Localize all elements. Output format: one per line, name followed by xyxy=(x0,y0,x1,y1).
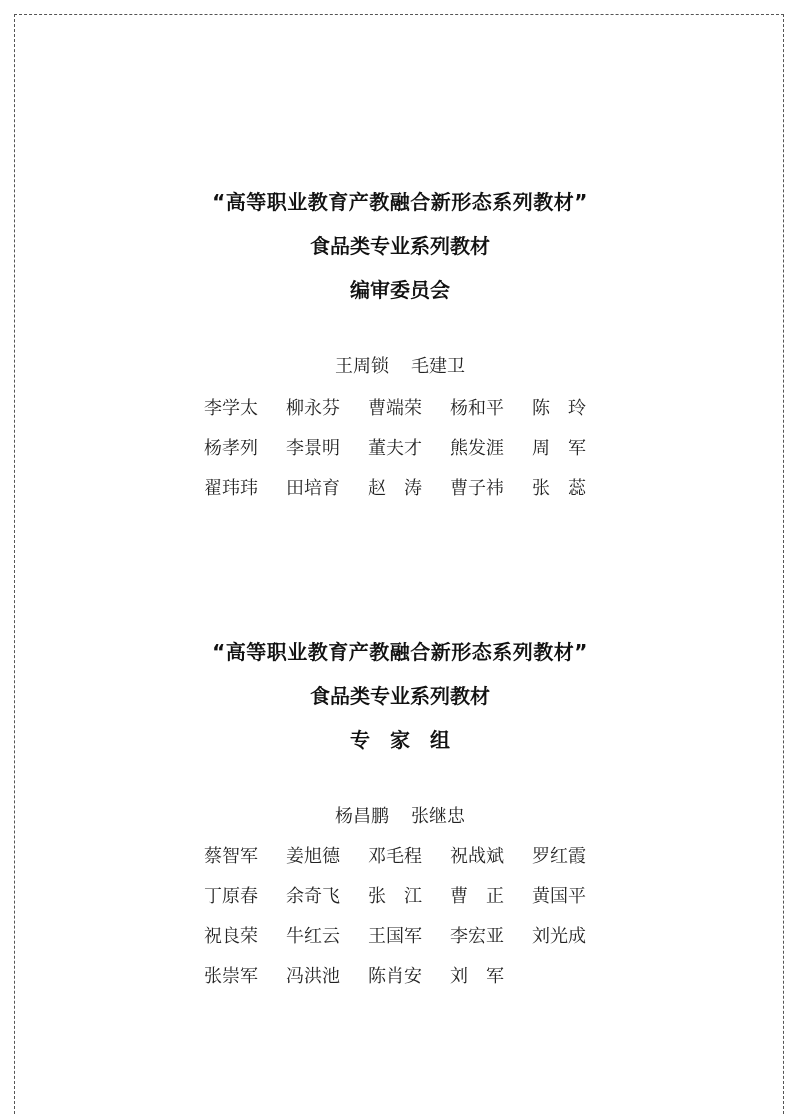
experts-member: 牛红云 xyxy=(286,926,340,947)
experts-members xyxy=(0,842,800,1002)
committee-section xyxy=(0,182,800,514)
committee-member: 田培育 xyxy=(286,478,340,499)
experts-member: 余奇飞 xyxy=(286,886,340,907)
committee-group-title: 编审委员会 xyxy=(350,278,450,302)
committee-member: 张 蕊 xyxy=(532,478,586,499)
experts-member: 祝良荣 xyxy=(204,926,258,947)
committee-series-title: “高等职业教育产教融合新形态系列教材” xyxy=(212,190,588,214)
committee-member: 杨和平 xyxy=(450,398,504,419)
experts-member: 刘光成 xyxy=(532,926,586,947)
experts-group-title: 专 家 组 xyxy=(350,728,450,752)
experts-member: 蔡智军 xyxy=(204,846,258,867)
experts-chairs xyxy=(0,802,800,832)
committee-chairs xyxy=(0,352,800,382)
committee-member: 熊发涯 xyxy=(450,438,504,459)
experts-member: 王国军 xyxy=(368,926,422,947)
experts-member: 黄国平 xyxy=(532,886,586,907)
committee-member: 柳永芬 xyxy=(286,398,340,419)
experts-member: 张 江 xyxy=(368,886,422,907)
experts-member: 李宏亚 xyxy=(450,926,504,947)
experts-member-row xyxy=(204,842,800,882)
committee-member: 周 军 xyxy=(532,438,586,459)
committee-member: 赵 涛 xyxy=(368,478,422,499)
experts-section xyxy=(0,632,800,1002)
experts-member-row xyxy=(204,882,800,922)
committee-sub-title: 食品类专业系列教材 xyxy=(310,234,490,258)
experts-sub-title: 食品类专业系列教材 xyxy=(310,684,490,708)
experts-member: 曹 正 xyxy=(450,886,504,907)
experts-member: 邓毛程 xyxy=(368,846,422,867)
committee-member: 杨孝列 xyxy=(204,438,258,459)
committee-member: 曹子祎 xyxy=(450,478,504,499)
committee-member: 翟玮玮 xyxy=(204,478,258,499)
committee-member-row xyxy=(204,434,800,474)
experts-member: 罗红霞 xyxy=(532,846,586,867)
experts-member-row xyxy=(204,922,800,962)
committee-member-row xyxy=(204,474,800,514)
committee-chair-2: 毛建卫 xyxy=(411,356,465,377)
experts-member: 陈肖安 xyxy=(368,966,422,987)
committee-member-row xyxy=(204,394,800,434)
experts-member: 冯洪池 xyxy=(286,966,340,987)
experts-chair-2: 张继忠 xyxy=(411,806,465,827)
committee-chair-1: 王周锁 xyxy=(335,356,389,377)
experts-member: 祝战斌 xyxy=(450,846,504,867)
committee-members xyxy=(0,394,800,514)
committee-member: 陈 玲 xyxy=(532,398,586,419)
committee-member: 曹端荣 xyxy=(368,398,422,419)
experts-member: 姜旭德 xyxy=(286,846,340,867)
experts-member: 张崇军 xyxy=(204,966,258,987)
experts-series-title: “高等职业教育产教融合新形态系列教材” xyxy=(212,640,588,664)
committee-member: 董夫才 xyxy=(368,438,422,459)
committee-member: 李景明 xyxy=(286,438,340,459)
experts-member: 丁原春 xyxy=(204,886,258,907)
experts-member-row xyxy=(204,962,800,1002)
committee-member: 李学太 xyxy=(204,398,258,419)
experts-member: 刘 军 xyxy=(450,966,504,987)
experts-chair-1: 杨昌鹏 xyxy=(335,806,389,827)
